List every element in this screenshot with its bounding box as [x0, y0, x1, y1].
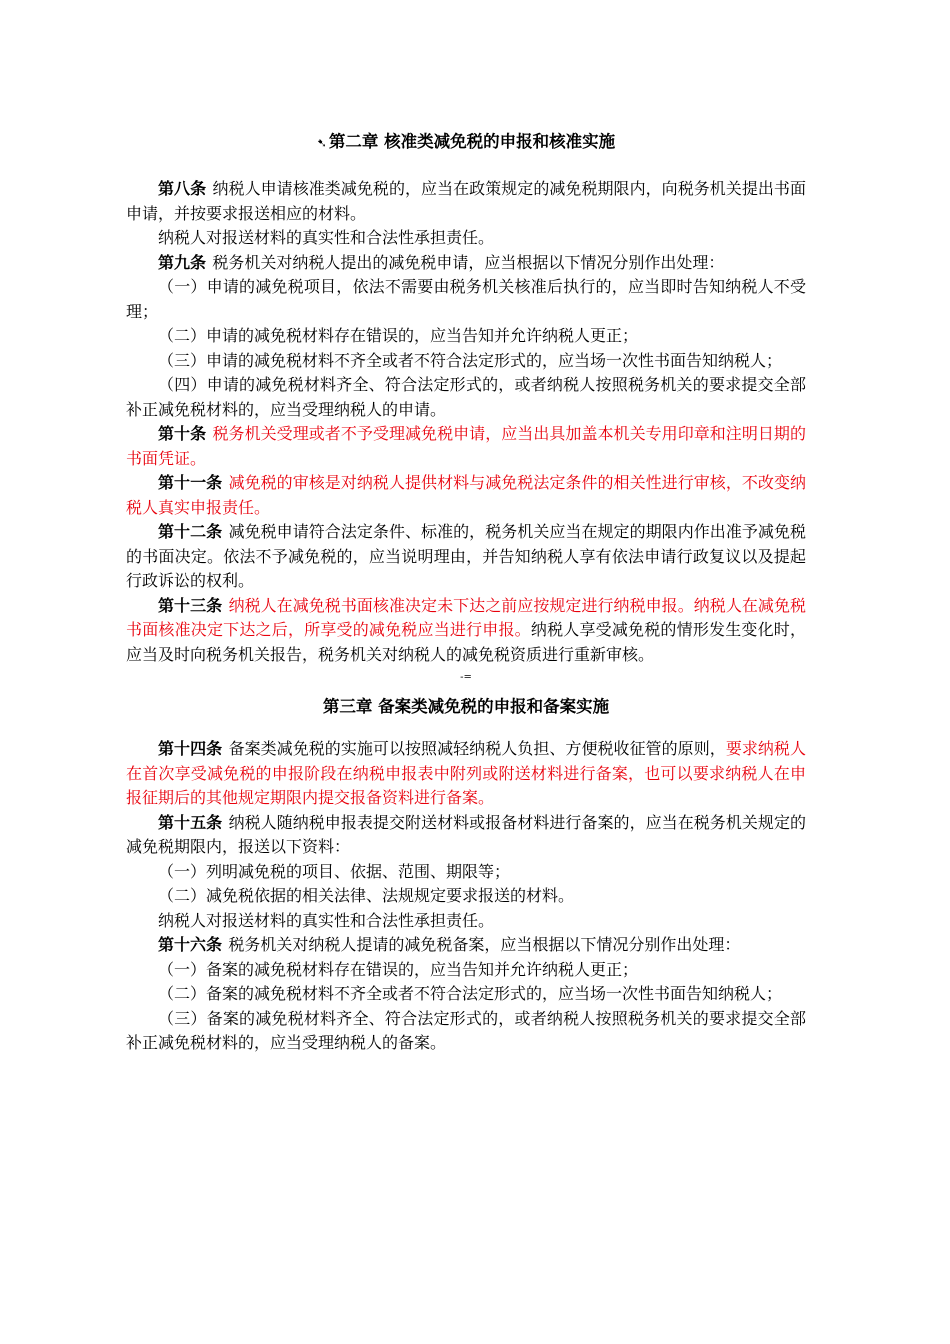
article-15-text: 纳税人随纳税申报表提交附送材料或报备材料进行备案的，应当在税务机关规定的减免税期限内，报送以下资料：	[126, 812, 806, 856]
article-13-text: 纳税人享受减免税的情形发生变化时，应当及时向税务机关报告，税务机关对纳税人的减免税资质进行重新审核。	[126, 620, 806, 664]
article-9-item-3: （三）申请的减免税材料不齐全或者不符合法定形式的，应当场一次性书面告知纳税人；	[158, 350, 783, 370]
article-16	[126, 933, 806, 958]
article-12-text: 减免税申请符合法定条件、标准的，税务机关应当在规定的期限内作出准予减免税的书面决定。依法不予减免税的，应当说明理由，并告知纳税人享有依法申请行政复议以及提起行政诉讼的权利。	[126, 522, 806, 590]
article-14-text: 备案类减免税的实施可以按照减轻纳税人负担、方便税收征管的原则，	[228, 739, 726, 758]
article-14-label: 第十四条	[158, 739, 223, 758]
article-16-item-2: （二）备案的减免税材料不齐全或者不符合法定形式的，应当场一次性书面告知纳税人；	[158, 984, 783, 1003]
section-separator: -=	[460, 672, 472, 683]
article-11-label: 第十一条	[158, 473, 223, 492]
article-13-red-text: 纳税人在减免税书面核准决定未下达之前应按规定进行纳税申报。纳税人在减免税书面核准决定下达之后，所享受的减免税应当进行申报。	[126, 595, 806, 639]
article-12-label: 第十二条	[158, 522, 223, 541]
article-9-text: 税务机关对纳税人提出的减免税申请，应当根据以下情况分别作出处理：	[212, 252, 725, 272]
chapter-3-title: 第三章 备案类减免税的申报和备案实施	[322, 697, 610, 716]
article-12	[126, 520, 806, 594]
article-16-text: 税务机关对纳税人提请的减免税备案，应当根据以下情况分别作出处理：	[228, 935, 741, 954]
article-11-text: 减免税的审核是对纳税人提供材料与减免税法定条件的相关性进行审核，不改变纳税人真实申报责任。	[126, 473, 806, 517]
article-15-item-2: （二）减免税依据的相关法律、法规规定要求报送的材料。	[158, 886, 575, 905]
article-8-text: 纳税人申请核准类减免税的，应当在政策规定的减免税期限内，向税务机关提出书面申请，并按要求报送相应的材料。	[126, 179, 806, 223]
article-13	[126, 594, 806, 668]
article-15-item-1: （一）列明减免税的项目、依据、范围、期限等；	[158, 861, 511, 881]
article-16-item-1: （一）备案的减免税材料存在错误的，应当告知并允许纳税人更正；	[158, 959, 639, 979]
article-15-label: 第十五条	[158, 812, 223, 832]
article-11	[126, 471, 806, 520]
article-9-item-1: （一）申请的减免税项目，依法不需要由税务机关核准后执行的，应当即时告知纳税人不受理；	[126, 277, 806, 321]
article-14-red-text: 要求纳税人在首次享受减免税的申报阶段在纳税申报表中附列或附送材料进行备案，也可以要求纳税人在申报征期后的其他规定期限内提交报备资料进行备案。	[126, 739, 806, 807]
article-8-paragraph-2: 纳税人对报送材料的真实性和合法性承担责任。	[158, 228, 495, 247]
article-8	[126, 177, 806, 226]
article-15-paragraph-2: 纳税人对报送材料的真实性和合法性承担责任。	[158, 910, 495, 930]
chapter-2-title	[126, 128, 806, 152]
article-10-label: 第十条	[158, 424, 207, 443]
article-16-label: 第十六条	[158, 935, 223, 954]
article-16-item-3: （三）备案的减免税材料齐全、符合法定形式的，或者纳税人按照税务机关的要求提交全部补正减免税材料的，应当受理纳税人的备案。	[126, 1008, 806, 1052]
article-14	[126, 737, 806, 811]
chapter-2-title-text: 第二章 核准类减免税的申报和核准实施	[328, 132, 616, 151]
article-9	[126, 251, 806, 276]
article-13-label: 第十三条	[158, 595, 223, 615]
article-10	[126, 422, 806, 471]
article-9-item-4: （四）申请的减免税材料齐全、符合法定形式的，或者纳税人按照税务机关的要求提交全部补正减免税材料的，应当受理纳税人的申请。	[126, 375, 806, 419]
article-9-item-2: （二）申请的减免税材料存在错误的，应当告知并允许纳税人更正；	[158, 326, 639, 345]
article-15	[126, 811, 806, 860]
article-8-label: 第八条	[158, 179, 207, 198]
article-9-label: 第九条	[158, 252, 207, 272]
decorative-mark-icon: ➷	[316, 136, 327, 150]
article-10-text: 税务机关受理或者不予受理减免税申请，应当出具加盖本机关专用印章和注明日期的书面凭证。	[126, 424, 806, 468]
document-page	[126, 118, 806, 1056]
